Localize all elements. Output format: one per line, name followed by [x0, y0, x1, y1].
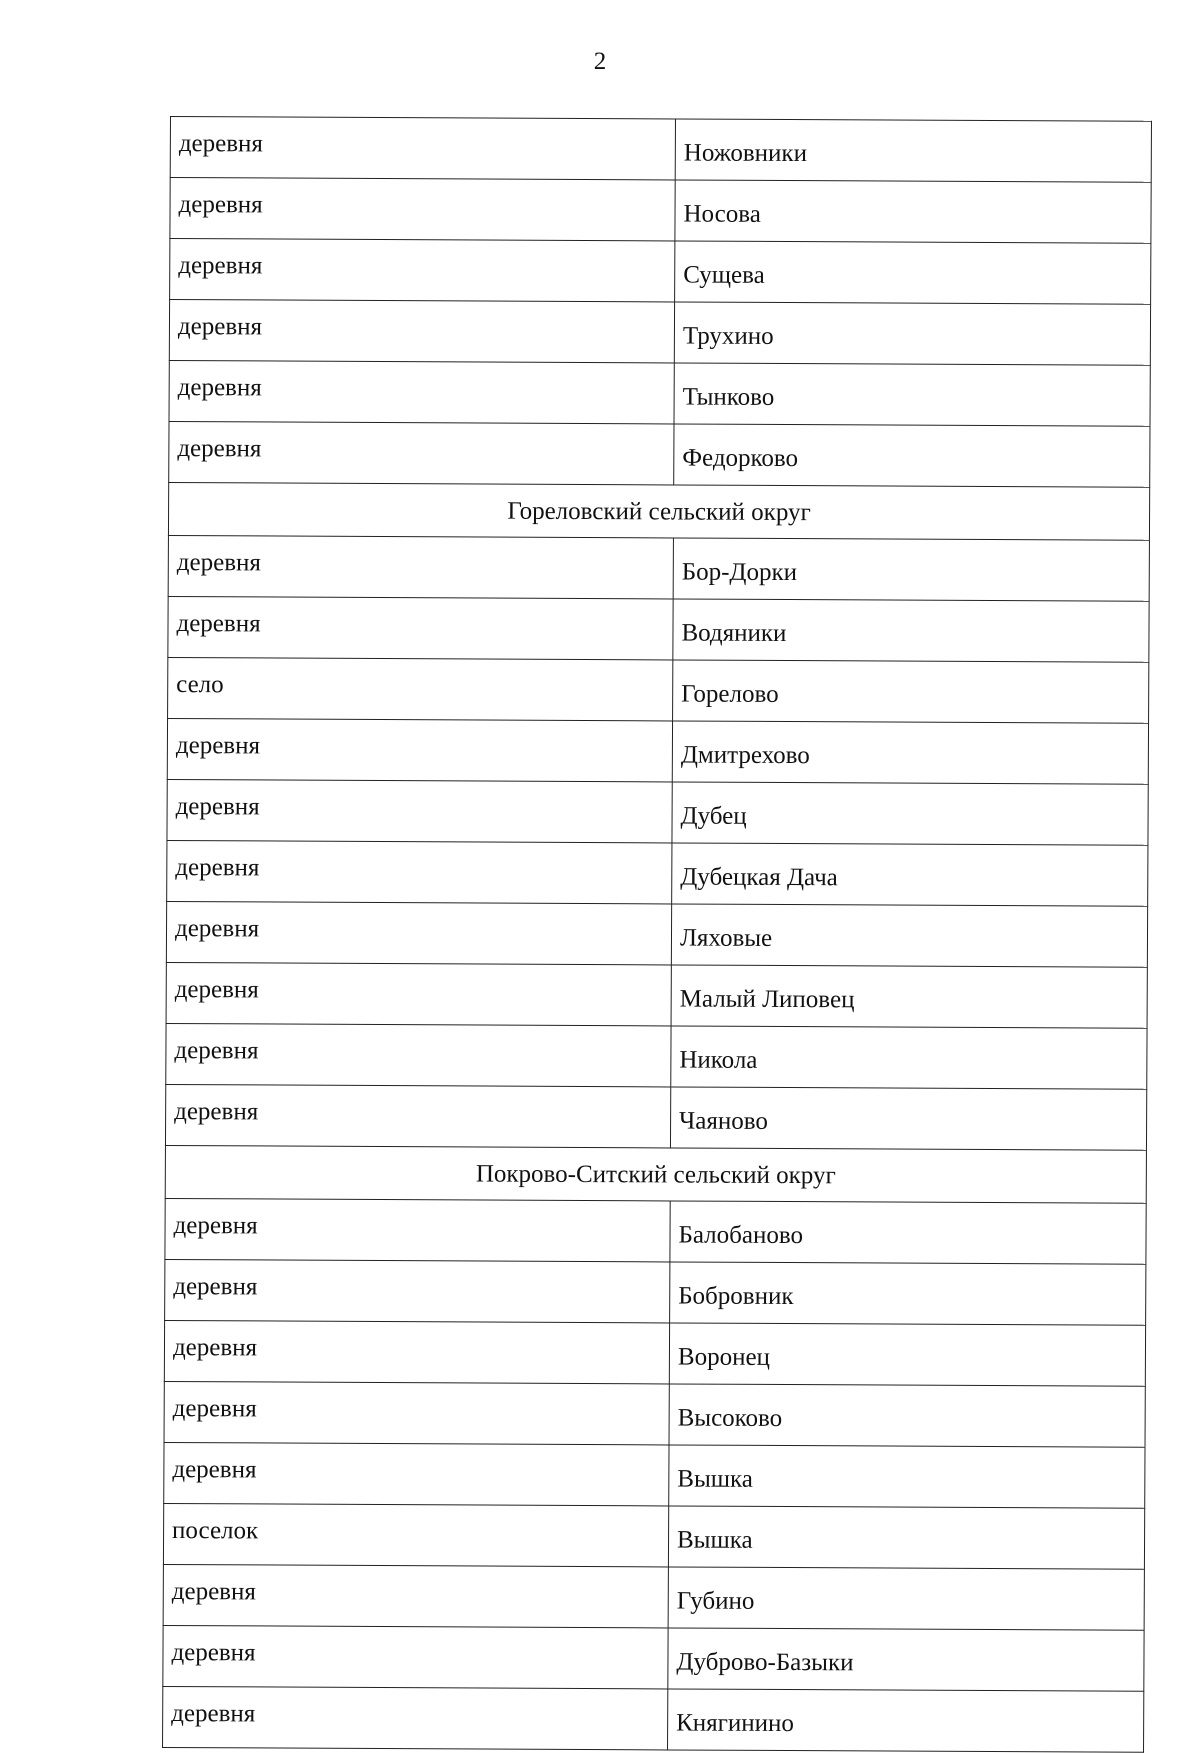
settlement-type-cell: деревня: [168, 535, 673, 598]
table-row: [164, 1442, 1145, 1508]
table-row: [165, 1259, 1146, 1325]
settlement-type-cell: деревня: [163, 1686, 668, 1749]
settlement-type-cell: деревня: [165, 1198, 670, 1261]
settlement-type-cell: деревня: [170, 117, 675, 180]
settlement-name-cell: Сущева: [675, 241, 1151, 304]
settlement-type-cell: деревня: [166, 901, 671, 964]
table-row: [163, 1503, 1144, 1569]
settlement-name-cell: Княгинино: [668, 1689, 1144, 1752]
settlement-type-cell: село: [168, 657, 673, 720]
table-row: [163, 1564, 1144, 1630]
table-row: [166, 1023, 1147, 1089]
settlement-name-cell: Высоково: [669, 1384, 1145, 1447]
settlement-type-cell: деревня: [170, 239, 675, 302]
settlement-type-cell: деревня: [164, 1320, 669, 1383]
section-row: [165, 1145, 1146, 1203]
settlement-name-cell: Дмитрехово: [672, 721, 1148, 784]
settlement-type-cell: деревня: [167, 779, 672, 842]
settlement-name-cell: Губино: [668, 1567, 1144, 1630]
settlement-type-cell: деревня: [170, 178, 675, 241]
settlement-name-cell: Малый Липовец: [671, 965, 1147, 1028]
settlement-name-cell: Никола: [671, 1026, 1147, 1089]
settlement-name-cell: Федорково: [674, 424, 1150, 487]
settlement-name-cell: Ножовники: [675, 119, 1151, 182]
settlements-table-body: [163, 117, 1152, 1753]
settlement-name-cell: Тынково: [674, 363, 1150, 426]
settlement-type-cell: деревня: [169, 360, 674, 423]
section-title: Покрово-Ситский сельский округ: [165, 1145, 1146, 1203]
settlement-type-cell: деревня: [166, 962, 671, 1025]
table-row: [166, 901, 1147, 967]
table-row: [168, 596, 1149, 662]
settlement-type-cell: деревня: [167, 718, 672, 781]
table-row: [168, 657, 1149, 723]
settlement-type-cell: деревня: [165, 1084, 670, 1147]
settlements-table: [162, 116, 1152, 1753]
settlement-name-cell: Носова: [675, 180, 1151, 243]
settlement-name-cell: Вышка: [668, 1506, 1144, 1569]
table-row: [170, 178, 1151, 244]
settlement-name-cell: Дубецкая Дача: [672, 843, 1148, 906]
table-row: [165, 1084, 1146, 1150]
table-row: [164, 1320, 1145, 1386]
settlement-name-cell: Дубец: [672, 782, 1148, 845]
settlement-name-cell: Дуброво-Базыки: [668, 1628, 1144, 1691]
settlement-type-cell: деревня: [169, 421, 674, 484]
table-row: [168, 535, 1149, 601]
settlement-type-cell: деревня: [166, 1023, 671, 1086]
table-row: [167, 840, 1148, 906]
settlement-type-cell: деревня: [165, 1259, 670, 1322]
page-number: 2: [593, 48, 607, 75]
settlement-type-cell: деревня: [168, 596, 673, 659]
settlement-name-cell: Трухино: [674, 302, 1150, 365]
table-row: [165, 1198, 1146, 1264]
settlement-name-cell: Вышка: [669, 1445, 1145, 1508]
table-row: [170, 239, 1151, 305]
settlement-type-cell: деревня: [164, 1442, 669, 1505]
settlement-name-cell: Бор-Дорки: [673, 538, 1149, 601]
table-row: [163, 1686, 1144, 1752]
settlement-type-cell: деревня: [167, 840, 672, 903]
table-row: [167, 718, 1148, 784]
settlement-type-cell: деревня: [163, 1625, 668, 1688]
settlement-name-cell: Водяники: [673, 599, 1149, 662]
table-row: [169, 421, 1150, 487]
table-row: [163, 1625, 1144, 1691]
settlement-name-cell: Бобровник: [670, 1262, 1146, 1325]
table-row: [166, 962, 1147, 1028]
settlement-name-cell: Ляховые: [671, 904, 1147, 967]
settlement-type-cell: деревня: [169, 300, 674, 363]
settlement-name-cell: Чаяново: [670, 1087, 1146, 1150]
table-row: [170, 117, 1151, 183]
settlement-name-cell: Горелово: [673, 660, 1149, 723]
settlement-name-cell: Балобаново: [670, 1201, 1146, 1264]
table-row: [169, 360, 1150, 426]
table-row: [167, 779, 1148, 845]
table-row: [169, 300, 1150, 366]
settlement-type-cell: деревня: [164, 1381, 669, 1444]
settlement-type-cell: деревня: [163, 1564, 668, 1627]
settlement-type-cell: поселок: [163, 1503, 668, 1566]
settlement-name-cell: Воронец: [669, 1323, 1145, 1386]
table-row: [164, 1381, 1145, 1447]
section-row: [168, 482, 1149, 540]
section-title: Гореловский сельский округ: [168, 482, 1149, 540]
